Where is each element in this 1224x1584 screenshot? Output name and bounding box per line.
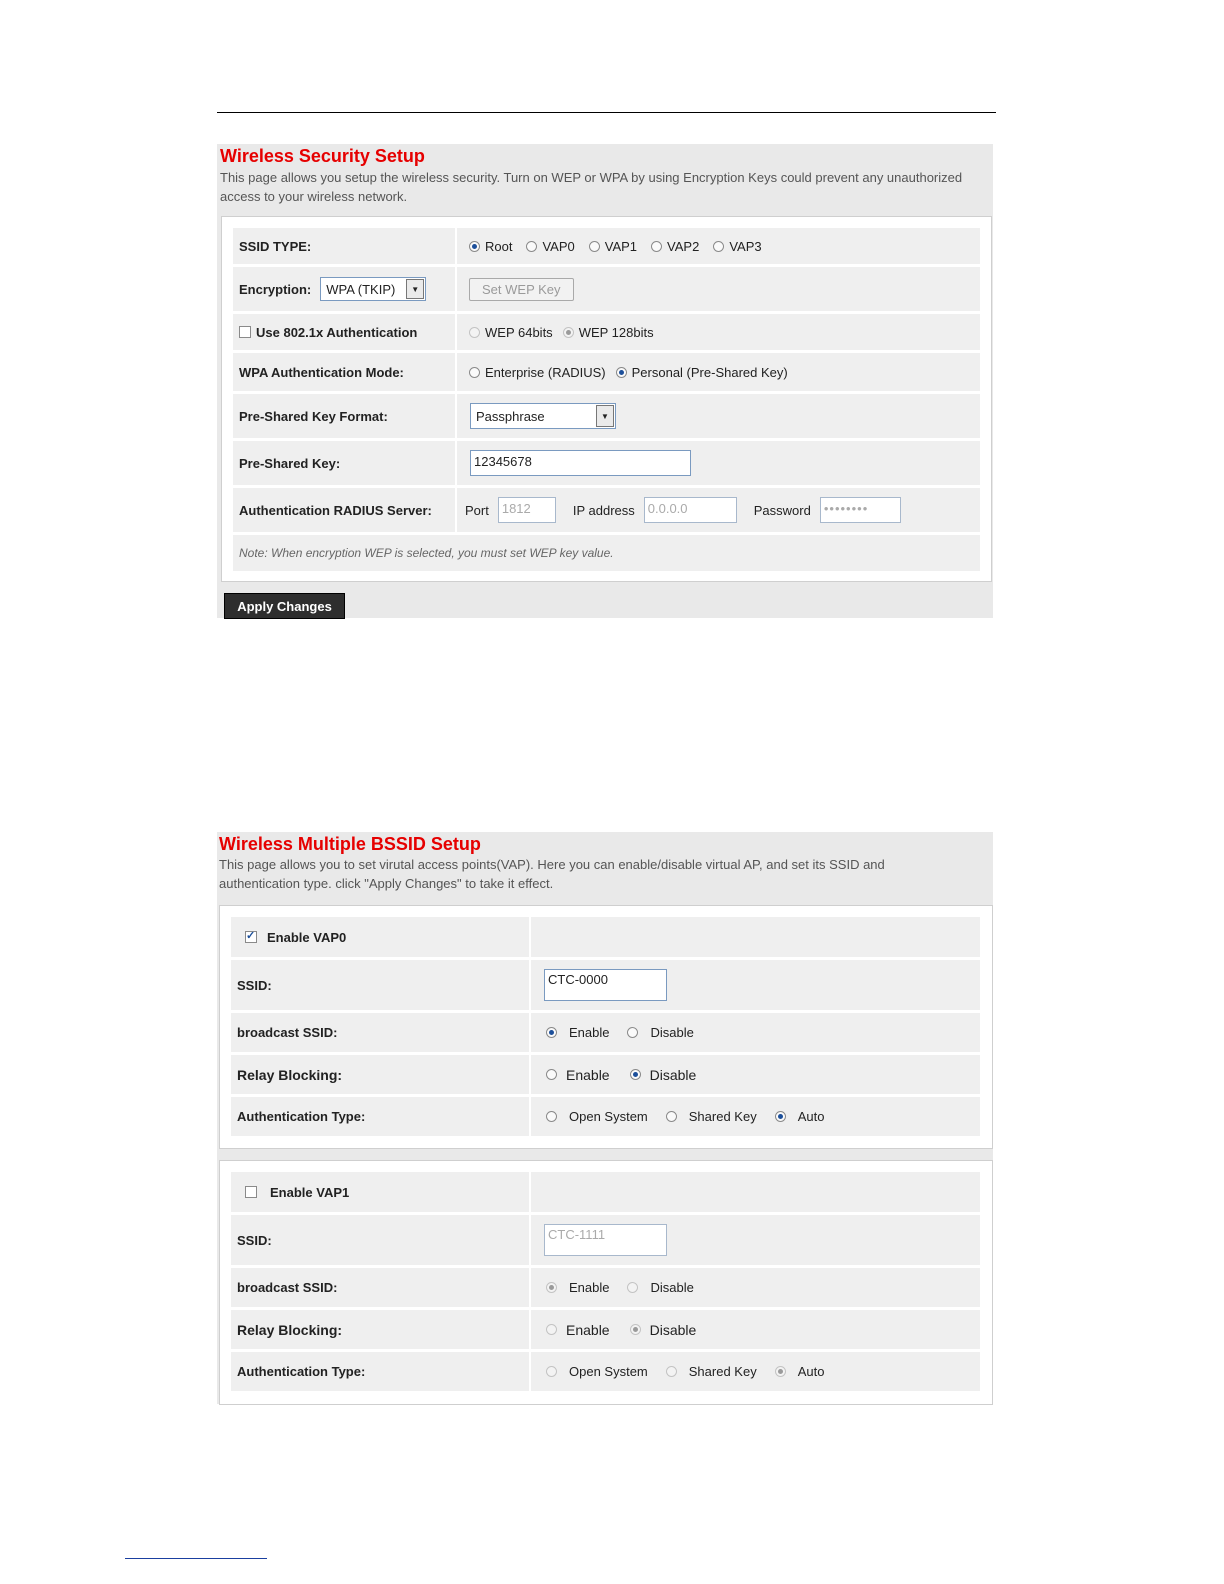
vap0-auth-auto-radio[interactable] (775, 1111, 786, 1122)
vap1-broadcast-disable-radio[interactable] (627, 1282, 638, 1293)
ssid-vap2-radio[interactable] (651, 241, 662, 252)
page-description: This page allows you setup the wireless security. Turn on WEP or WPA by using Encryption Keys could prevent any unauthorized access to your wireless network. (220, 170, 963, 204)
security-panel (217, 144, 993, 618)
wpa-personal-radio[interactable] (616, 367, 627, 378)
vap1-auth-row: Authentication Type: Open System Shared Key Auto (231, 1352, 980, 1391)
vap0-auth-open-radio[interactable] (546, 1111, 557, 1122)
vap1-auth-label: Authentication Type: (237, 1364, 366, 1379)
radius-label: Authentication RADIUS Server: (239, 502, 432, 518)
password-input[interactable]: •••••••• (820, 497, 901, 523)
encryption-label: Encryption: (239, 281, 312, 297)
psk-format-label: Pre-Shared Key Format: (239, 408, 388, 424)
vap0-auth-shared-radio[interactable] (666, 1111, 677, 1122)
vap0-ssid-input[interactable]: CTC-0000 (544, 969, 667, 1001)
ssid-vap1-radio[interactable] (589, 241, 600, 252)
encryption-select[interactable]: WPA (TKIP) ▼ (320, 277, 426, 301)
note-row (233, 535, 980, 571)
vap0-broadcast-disable-radio[interactable] (627, 1027, 638, 1038)
vap1-ssid-input[interactable]: CTC-1111 (544, 1224, 667, 1256)
apply-changes-button[interactable]: Apply Changes (224, 593, 345, 619)
enable-vap1-checkbox[interactable] (245, 1186, 257, 1198)
enable-vap1-row (231, 1172, 980, 1212)
security-form (221, 216, 992, 582)
page-title: Wireless Security Setup (220, 146, 425, 166)
vap0-broadcast-label: broadcast SSID: (237, 1025, 338, 1040)
psk-format-select[interactable]: Passphrase ▼ (470, 403, 616, 429)
port-input[interactable]: 1812 (498, 497, 556, 523)
ssid-type-row: SSID TYPE: Root VAP0 VAP1 VAP2 VAP3 (233, 228, 980, 264)
vap1-auth-shared-radio[interactable] (666, 1366, 677, 1377)
set-wep-key-button[interactable]: Set WEP Key (469, 278, 574, 301)
wep64-radio[interactable] (469, 327, 480, 338)
auth-8021x-row: Use 802.1x Authentication WEP 64bits WEP 128bits (233, 314, 980, 350)
psk-format-row (233, 394, 980, 438)
ip-label: IP address (572, 502, 635, 518)
vap0-ssid-row (231, 960, 980, 1010)
vap0-relay-disable-radio[interactable] (630, 1069, 641, 1080)
wpa-mode-label: WPA Authentication Mode: (239, 364, 404, 380)
password-label: Password (753, 502, 811, 518)
vap0-relay-label: Relay Blocking: (237, 1066, 343, 1083)
chevron-down-icon: ▼ (406, 279, 424, 299)
vap0-auth-row: Authentication Type: Open System Shared Key Auto (231, 1097, 980, 1136)
vap1-broadcast-label: broadcast SSID: (237, 1280, 338, 1295)
wpa-enterprise-radio[interactable] (469, 367, 480, 378)
bssid-panel (217, 832, 993, 1404)
footer-rule (125, 1558, 267, 1559)
radius-row (233, 488, 980, 532)
enable-vap0-row (231, 917, 980, 957)
vap1-relay-label: Relay Blocking: (237, 1321, 343, 1338)
vap0-broadcast-enable-radio[interactable] (546, 1027, 557, 1038)
ssid-vap0-radio[interactable] (526, 241, 537, 252)
top-rule (217, 112, 996, 113)
psk-input[interactable]: 12345678 (470, 450, 691, 476)
bssid-title: Wireless Multiple BSSID Setup (219, 834, 481, 854)
encryption-row (233, 267, 980, 311)
vap1-relay-enable-radio[interactable] (546, 1324, 557, 1335)
bssid-description: This page allows you to set virutal access points(VAP). Here you can enable/disable virtual AP, and set its SSID and authentication type. click "Apply Changes" to take it effect. (219, 857, 885, 891)
vap1-auth-open-radio[interactable] (546, 1366, 557, 1377)
vap0-relay-enable-radio[interactable] (546, 1069, 557, 1080)
enable-vap1-label: Enable VAP1 (270, 1184, 350, 1200)
wep-note: Note: When encryption WEP is selected, you must set WEP key value. (239, 546, 614, 560)
wep128-radio[interactable] (563, 327, 574, 338)
vap1-auth-auto-radio[interactable] (775, 1366, 786, 1377)
wpa-mode-row: WPA Authentication Mode: Enterprise (RADIUS) Personal (Pre-Shared Key) (233, 353, 980, 391)
vap0-section (219, 905, 993, 1149)
vap0-broadcast-row: broadcast SSID: Enable Disable (231, 1013, 980, 1052)
psk-row (233, 441, 980, 485)
ssid-type-label: SSID TYPE: (239, 238, 312, 254)
port-label: Port (465, 502, 489, 518)
chevron-down-icon: ▼ (596, 405, 614, 427)
vap1-relay-row: Relay Blocking: Enable Disable (231, 1310, 980, 1349)
use-8021x-checkbox[interactable] (239, 326, 251, 338)
vap0-relay-row: Relay Blocking: Enable Disable (231, 1055, 980, 1094)
enable-vap0-label: Enable VAP0 (267, 929, 347, 945)
use-8021x-label: Use 802.1x Authentication (256, 324, 418, 340)
vap1-relay-disable-radio[interactable] (630, 1324, 641, 1335)
vap0-auth-label: Authentication Type: (237, 1109, 366, 1124)
vap1-section (219, 1160, 993, 1405)
ssid-vap3-radio[interactable] (713, 241, 724, 252)
ssid-root-radio[interactable] (469, 241, 480, 252)
ip-address-input[interactable]: 0.0.0.0 (644, 497, 737, 523)
enable-vap0-checkbox[interactable] (245, 931, 257, 943)
psk-label: Pre-Shared Key: (239, 455, 341, 471)
vap1-broadcast-row: broadcast SSID: Enable Disable (231, 1268, 980, 1307)
vap1-ssid-row (231, 1215, 980, 1265)
vap0-ssid-label: SSID: (237, 977, 272, 993)
vap1-broadcast-enable-radio[interactable] (546, 1282, 557, 1293)
vap1-ssid-label: SSID: (237, 1232, 272, 1248)
